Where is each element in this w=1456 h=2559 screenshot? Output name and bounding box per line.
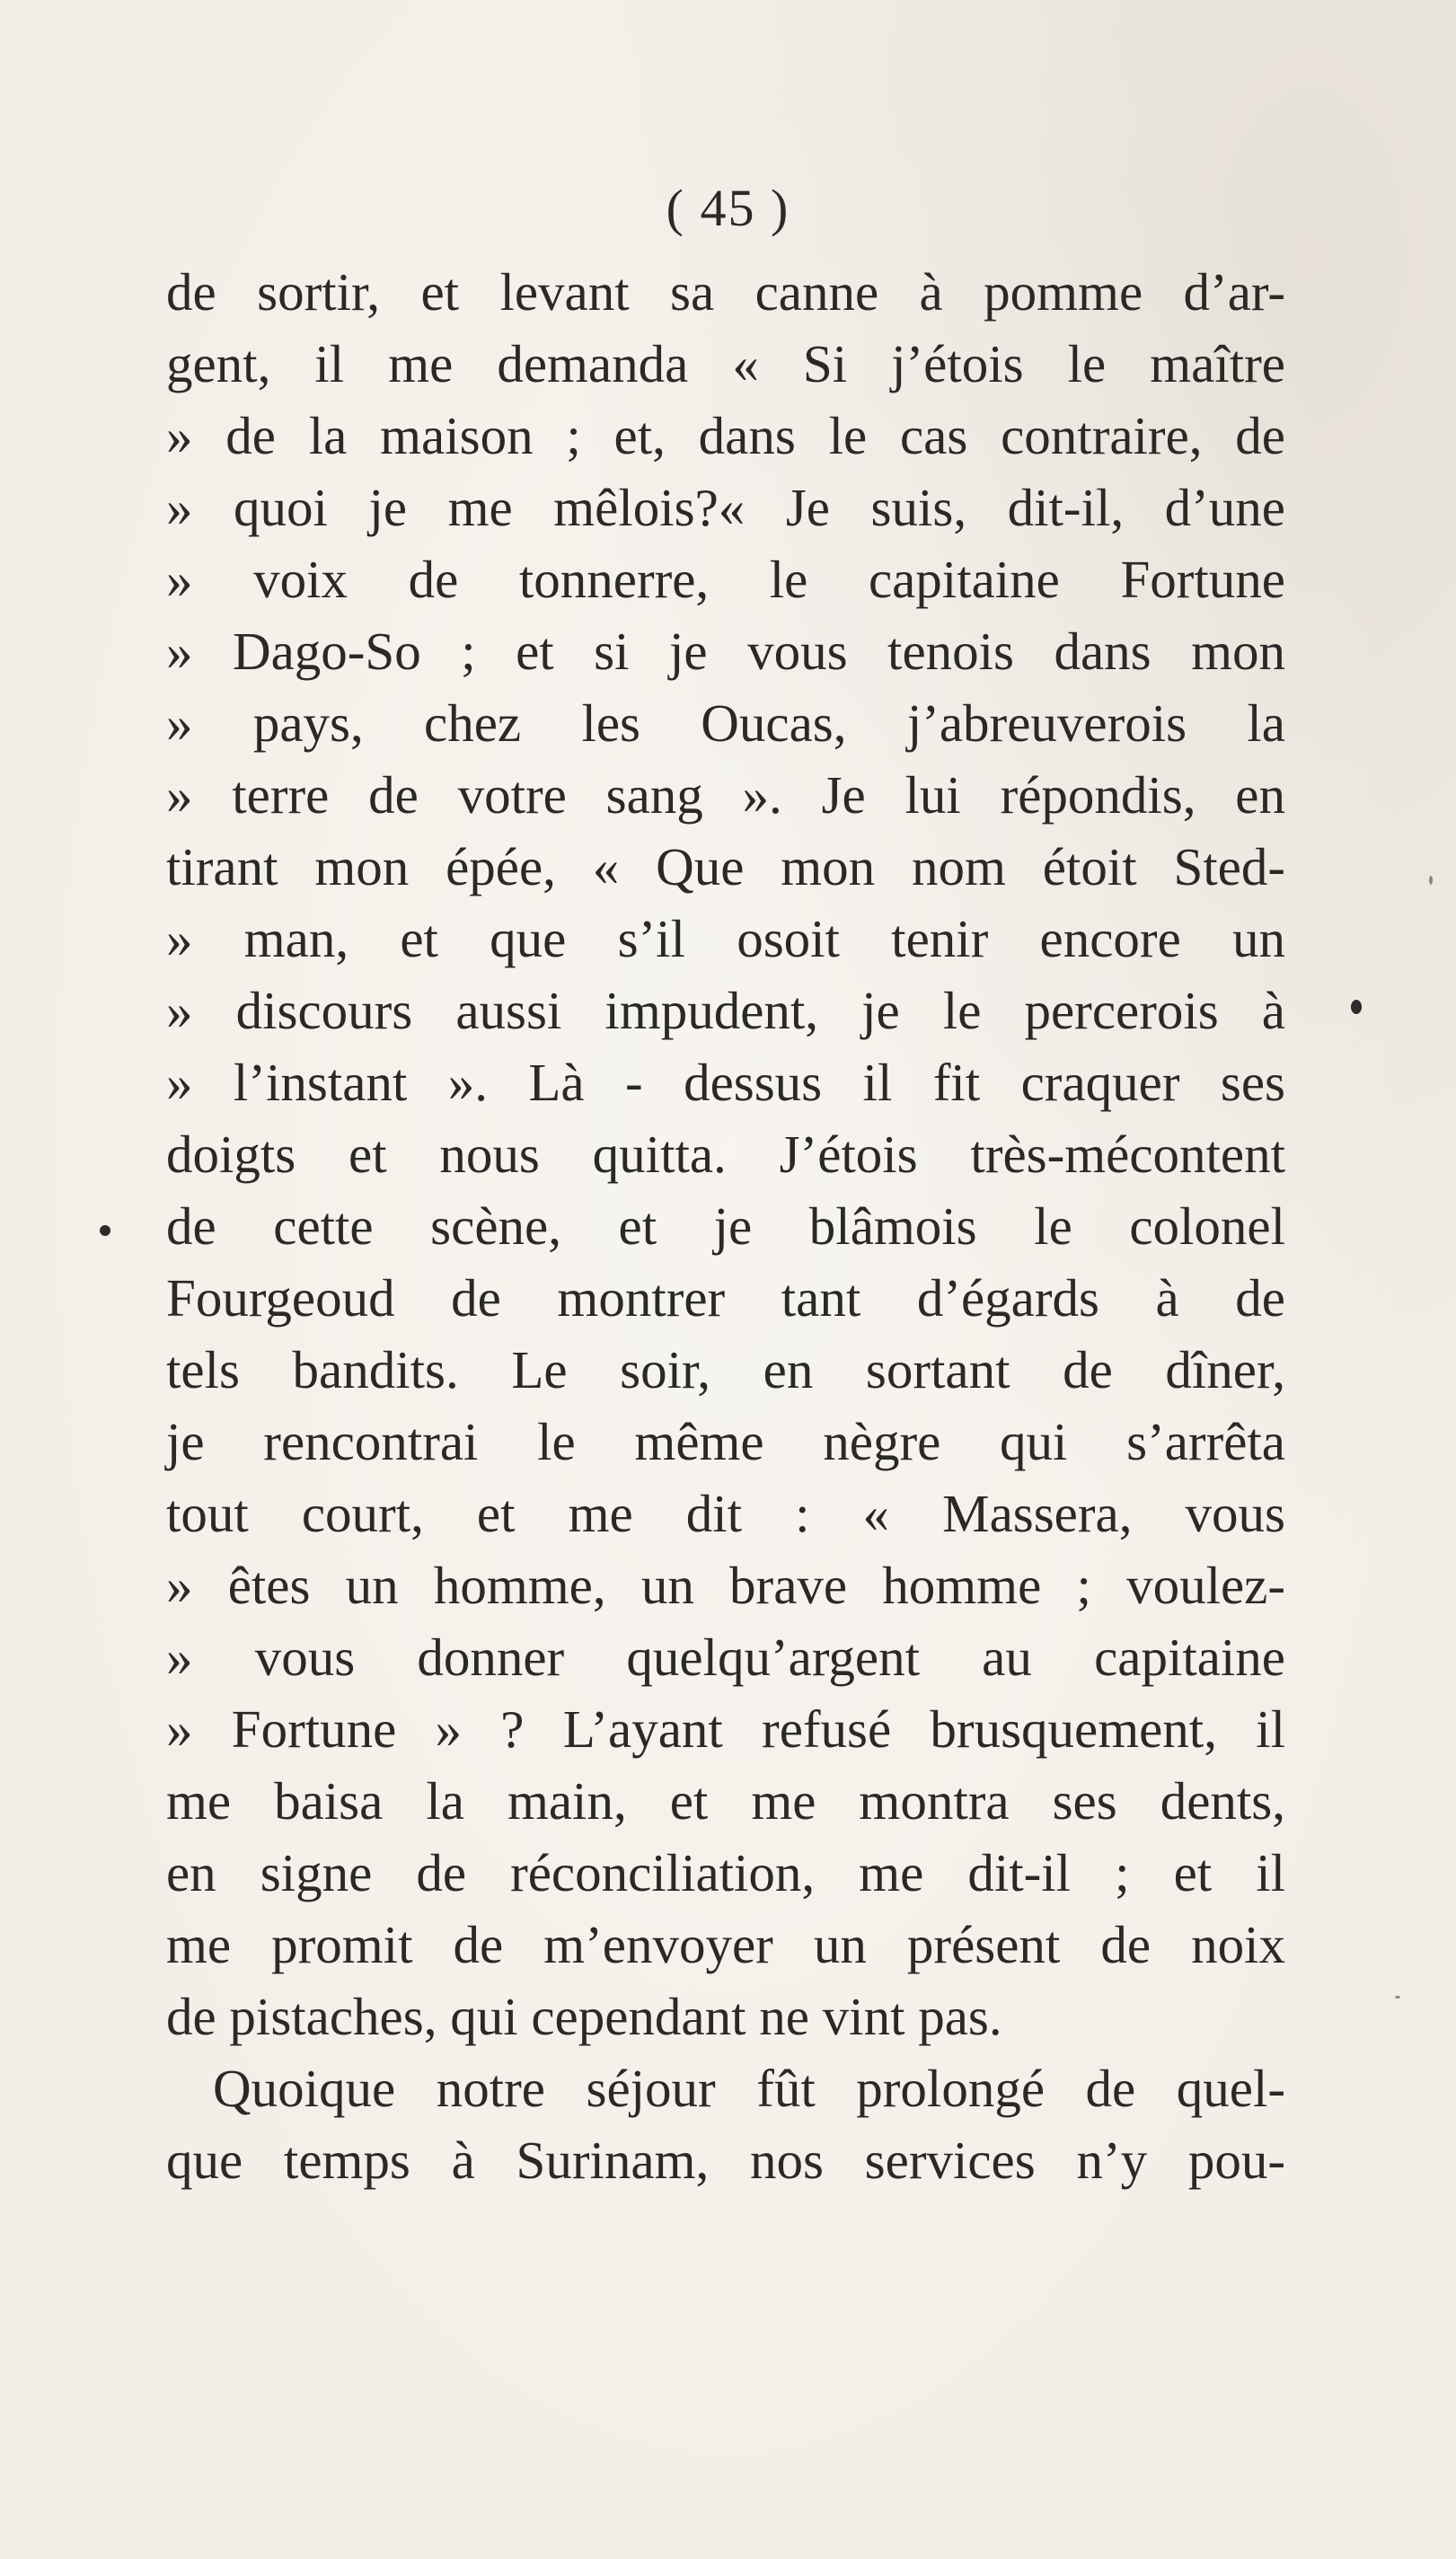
page-number: ( 45 ) <box>666 179 790 237</box>
text-line: doigts et nous quitta. J’étois très-mécontent <box>166 1125 1285 1184</box>
text-line: » vous donner quelqu’argent au capitaine <box>166 1628 1285 1687</box>
text-line: de sortir, et levant sa canne à pomme d’ar- <box>166 262 1285 322</box>
ink-spot <box>1351 1000 1362 1014</box>
ink-spot <box>1395 1996 1400 1999</box>
text-line: » man, et que s’il osoit tenir encore un <box>166 909 1285 968</box>
ink-spot <box>1429 876 1433 885</box>
text-line: » Fortune » ? L’ayant refusé brusquement, il <box>166 1699 1285 1759</box>
text-line: gent, il me demanda « Si j’étois le maître <box>166 334 1285 393</box>
text-line: Fourgeoud de montrer tant d’égards à de <box>166 1268 1285 1328</box>
text-line: je rencontrai le même nègre qui s’arrêta <box>166 1412 1285 1471</box>
text-line: » quoi je me mêlois?« Je suis, dit-il, d’une <box>166 478 1285 537</box>
text-line: » de la maison ; et, dans le cas contraire, de <box>166 406 1285 465</box>
body-text <box>166 256 1285 2196</box>
text-line: » pays, chez les Oucas, j’abreuverois la <box>166 693 1285 753</box>
text-line: me baisa la main, et me montra ses dents, <box>166 1771 1285 1831</box>
text-line: tout court, et me dit : « Massera, vous <box>166 1484 1285 1543</box>
text-line: tels bandits. Le soir, en sortant de dîner, <box>166 1340 1285 1399</box>
text-line: de cette scène, et je blâmois le colonel <box>166 1196 1285 1256</box>
text-line: » l’instant ». Là - dessus il fit craquer ses <box>166 1053 1285 1112</box>
text-line: me promit de m’envoyer un présent de noix <box>166 1915 1285 1974</box>
text-line: » êtes un homme, un brave homme ; voulez- <box>166 1556 1285 1615</box>
text-line: » discours aussi impudent, je le percerois à <box>166 981 1285 1040</box>
text-line: » Dago-So ; et si je vous tenois dans mon <box>166 622 1285 681</box>
text-line: tirant mon épée, « Que mon nom étoit Sted- <box>166 837 1285 896</box>
ink-spot <box>100 1225 110 1236</box>
text-line: Quoique notre séjour fût prolongé de quel- <box>213 2059 1285 2118</box>
text-line: » terre de votre sang ». Je lui répondis, en <box>166 765 1285 825</box>
text-line: de pistaches, qui cependant ne vint pas. <box>166 1987 1002 2046</box>
text-line: en signe de réconciliation, me dit-il ; et il <box>166 1843 1285 1902</box>
text-line: que temps à Surinam, nos services n’y pou- <box>166 2131 1285 2190</box>
text-line: » voix de tonnerre, le capitaine Fortune <box>166 550 1285 609</box>
